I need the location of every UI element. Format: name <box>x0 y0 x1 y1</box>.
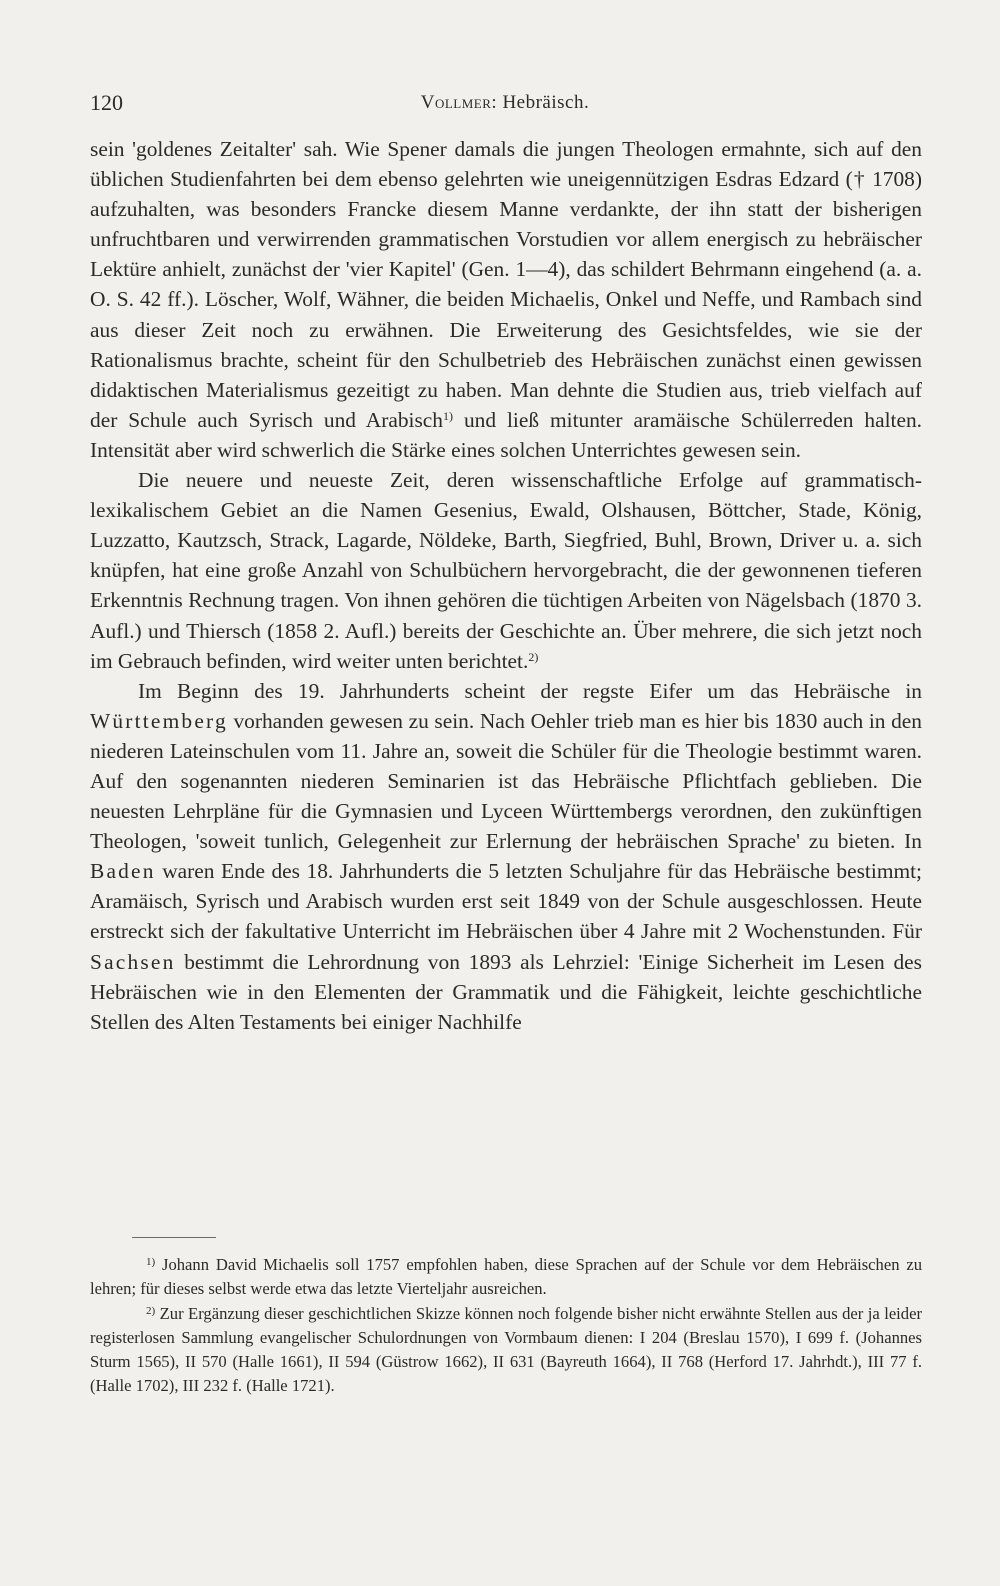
paragraph-3 <box>90 676 922 1037</box>
paragraph-3-text-c: waren Ende des 18. Jahrhunderts die 5 letzten Schuljahre für das Hebräische bestimmt; Aramäisch, Syrisch und Arabisch wurden erst seit 1849 von der Schule ausgeschlossen. Heute erstreckt sich der fakultative Unterricht im Hebräischen über 4 Jahre mit 2 Wochenstunden. Für <box>90 859 922 944</box>
paragraph-2-text: Die neuere und neueste Zeit, deren wissenschaftliche Erfolge auf grammatisch-lexikalischem Gebiet an die Namen Gesenius, Ewald, Olshausen, Böttcher, Stade, König, Luzzatto, Kautzsch, Strack, Lagarde, Nöldeke, Barth, Siegfried, Buhl, Brown, Driver u. a. sich knüpfen, hat eine große Anzahl von Schulbüchern hervorgebracht, die der gewonnenen tieferen Erkenntnis Rechnung tragen. Von ihnen gehören die tüchtigen Arbeiten von Nägelsbach (1870 3. Aufl.) und Thiersch (1858 2. Aufl.) bereits der Geschichte an. Über mehrere, die sich jetzt noch im Gebrauch befinden, wird weiter unten berichtet. <box>90 468 922 673</box>
footnote-2 <box>90 1302 922 1399</box>
paragraph-1-text-b: und ließ mitunter aramäische Schülerreden halten. Intensität aber wird schwerlich die Stärke eines solchen Unterrichtes gewesen sein. <box>90 407 922 462</box>
paragraph-2 <box>90 465 922 676</box>
running-head-title: Hebräisch. <box>502 92 590 113</box>
paragraph-3-text-b: vorhanden gewesen zu sein. Nach Oehler trieb man es hier bis 1830 auch in den niederen Lateinschulen vom 11. Jahre an, soweit die Schüler für die Theologie bestimmt waren. Auf den sogenannten niederen Seminarien ist das Hebräische Pflichtfach geblieben. Die neuesten Lehrpläne für die Gymnasien und Lyceen Württembergs verordnen, den zukünftigen Theologen, 'soweit tunlich, Gelegenheit zur Erlernung der hebräischen Sprache' zu bieten. In <box>90 708 922 854</box>
footnotes <box>90 1253 922 1399</box>
footnote-1 <box>90 1253 922 1302</box>
paragraph-1-text-a: sein 'goldenes Zeitalter' sah. Wie Spener damals die jungen Theologen ermahnte, sich auf den üblichen Studienfahrten bei dem ebenso gelehrten wie uneigennützigen Esdras Edzard († 1708) aufzuhalten, was besonders Francke diesem Manne verdankte, der ihn statt der bisherigen unfruchtbaren und verwirrenden grammatischen Vorstudien vor allem energisch zu hebräischer Lektüre anhielt, zunächst der 'vier Kapitel' (Gen. 1—4), das schildert Behrmann eingehend (a. a. O. S. 42 ff.). Löscher, Wolf, Wähner, die beiden Michaelis, Onkel und Neffe, und Rambach sind aus dieser Zeit noch zu erwähnen. Die Erweiterung des Gesichtsfeldes, wie sie der Rationalismus brachte, scheint für den Schulbetrieb des Hebräischen zunächst einen gewissen didaktischen Materialismus gezeitigt zu haben. Man dehnte die Studien aus, trieb vielfach auf der Schule auch Syrisch und Arabisch <box>90 137 922 432</box>
footnote-2-mark: 2) <box>146 1304 156 1317</box>
paragraph-3-text-a: Im Beginn des 19. Jahrhunderts scheint der regste Eifer um das Hebräische in <box>138 678 922 703</box>
paragraph-1 <box>90 134 922 465</box>
running-head-author: Vollmer <box>420 92 492 113</box>
emphasis-wuerttemberg: Württemberg <box>90 708 228 733</box>
footnote-ref-1[interactable]: 1) <box>442 408 453 423</box>
emphasis-baden: Baden <box>90 859 156 884</box>
paragraph-3-text-d: bestimmt die Lehrordnung von 1893 als Lehrziel: 'Einige Sicherheit im Lesen des Hebräischen wie in den Elementen der Grammatik und die Fähigkeit, leichte geschichtliche Stellen des Alten Testaments bei einiger Nachhilfe <box>90 949 922 1034</box>
page-number: 120 <box>90 90 123 115</box>
footnote-ref-2[interactable]: 2) <box>528 649 539 664</box>
emphasis-sachsen: Sachsen <box>90 949 176 974</box>
footnote-1-mark: 1) <box>146 1256 156 1268</box>
body-text <box>90 134 922 1037</box>
footnote-1-text: Johann David Michaelis soll 1757 empfohlen haben, diese Sprachen auf der Schule vor dem Hebräischen zu lehren; für dieses selbst werde etwa das letzte Vierteljahr ausreichen. <box>90 1255 922 1299</box>
page-header <box>90 90 920 124</box>
footnote-divider <box>132 1237 216 1238</box>
running-head-separator: : <box>491 92 503 113</box>
running-head <box>90 92 920 114</box>
footnote-2-text: Zur Ergänzung dieser geschichtlichen Skizze können noch folgende bisher nicht erwähnte Stellen aus der ja leider registerlosen Sammlung evangelischer Schulordnungen von Vormbaum dienen: I 204 (Breslau 1570), I 699 f. (Johannes Sturm 1565), II 570 (Halle 1661), II 594 (Güstrow 1662), II 631 (Bayreuth 1664), II 768 (Herford 17. Jahrhdt.), III 77 f. (Halle 1702), III 232 f. (Halle 1721). <box>90 1303 922 1396</box>
